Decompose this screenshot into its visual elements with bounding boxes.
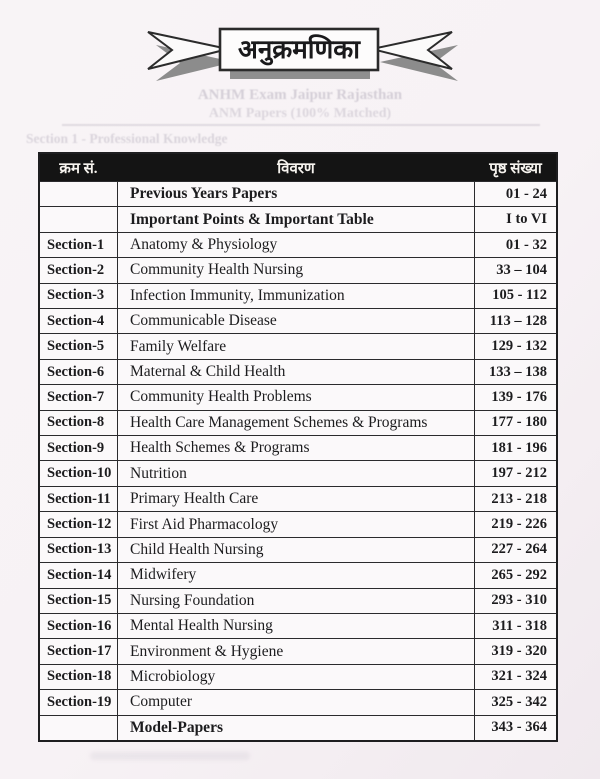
row-section-number: Section-16 bbox=[47, 617, 112, 634]
row-section-number bbox=[40, 716, 117, 740]
table-row bbox=[40, 638, 556, 663]
row-title: Midwifery bbox=[117, 563, 475, 587]
row-title: Computer bbox=[117, 690, 475, 714]
table-row bbox=[40, 257, 556, 282]
toc-table bbox=[38, 152, 558, 742]
ghost-rule bbox=[62, 124, 540, 126]
ghost-text-line1: ANHM Exam Jaipur Rajasthan bbox=[197, 87, 403, 103]
header-description: विवरण bbox=[277, 160, 315, 177]
row-title: Maternal & Child Health bbox=[117, 360, 475, 384]
row-title: Family Welfare bbox=[117, 334, 475, 358]
row-section-number bbox=[40, 182, 117, 206]
ghost-text-line2: ANM Papers (100% Matched) bbox=[208, 106, 392, 121]
row-title: Anatomy & Physiology bbox=[117, 233, 475, 257]
row-section-number: Section-5 bbox=[47, 338, 105, 355]
row-title: Model-Papers bbox=[117, 716, 475, 740]
ribbon-banner-graphic bbox=[128, 10, 472, 98]
row-pages: 213 - 218 bbox=[491, 490, 547, 507]
table-row bbox=[40, 206, 556, 231]
ghost-text-line3: Section 1 - Professional Knowledge bbox=[26, 131, 228, 146]
row-section-number: Section-9 bbox=[47, 439, 105, 456]
row-section-number: Section-13 bbox=[47, 541, 112, 558]
row-title: Nutrition bbox=[117, 461, 475, 485]
row-pages: 321 - 324 bbox=[491, 668, 547, 685]
row-title: Microbiology bbox=[117, 665, 475, 689]
row-pages: 219 - 226 bbox=[491, 516, 547, 533]
table-row bbox=[40, 181, 556, 206]
row-pages: 197 - 212 bbox=[491, 465, 547, 482]
table-row bbox=[40, 435, 556, 460]
row-section-number: Section-11 bbox=[47, 490, 111, 507]
table-row bbox=[40, 689, 556, 714]
table-row bbox=[40, 511, 556, 536]
row-title: Previous Years Papers bbox=[117, 182, 475, 206]
row-pages: 113 – 128 bbox=[489, 312, 547, 329]
table-row bbox=[40, 232, 556, 257]
row-title: Primary Health Care bbox=[117, 487, 475, 511]
row-title: Important Points & Important Table bbox=[117, 207, 475, 231]
row-title: Environment & Hygiene bbox=[117, 639, 475, 663]
row-section-number: Section-3 bbox=[47, 287, 105, 304]
row-pages: 311 - 318 bbox=[492, 617, 547, 634]
table-row bbox=[40, 486, 556, 511]
row-section-number: Section-8 bbox=[47, 414, 105, 431]
row-pages: 319 - 320 bbox=[491, 643, 547, 660]
header-serial-number: क्रम सं. bbox=[59, 160, 98, 177]
table-row bbox=[40, 562, 556, 587]
table-row bbox=[40, 283, 556, 308]
table-row bbox=[40, 588, 556, 613]
table-header-row bbox=[40, 154, 556, 181]
row-title: Infection Immunity, Immunization bbox=[117, 284, 475, 308]
row-pages: 227 - 264 bbox=[491, 541, 547, 558]
row-section-number: Section-10 bbox=[47, 465, 112, 482]
row-title: Health Care Management Schemes & Programs bbox=[117, 411, 475, 435]
table-row bbox=[40, 715, 556, 740]
row-pages: 133 – 138 bbox=[489, 363, 547, 380]
row-section-number: Section-18 bbox=[47, 668, 112, 685]
ribbon-banner bbox=[128, 10, 472, 98]
row-section-number: Section-14 bbox=[47, 566, 112, 583]
header-page-number: पृष्ठ संख्या bbox=[489, 160, 542, 177]
table-row bbox=[40, 613, 556, 638]
page-title: अनुक्रमणिका bbox=[237, 35, 361, 64]
row-section-number: Section-1 bbox=[47, 236, 105, 253]
row-pages: 181 - 196 bbox=[491, 439, 547, 456]
row-title: Nursing Foundation bbox=[117, 589, 475, 613]
table-row bbox=[40, 384, 556, 409]
row-title: Health Schemes & Programs bbox=[117, 436, 475, 460]
row-pages: 139 - 176 bbox=[491, 388, 547, 405]
table-row bbox=[40, 537, 556, 562]
table-row bbox=[40, 308, 556, 333]
row-section-number: Section-7 bbox=[47, 388, 105, 405]
row-section-number: Section-19 bbox=[47, 693, 112, 710]
row-pages: 343 - 364 bbox=[491, 719, 547, 736]
row-pages: 01 - 32 bbox=[505, 236, 547, 253]
row-pages: 33 – 104 bbox=[496, 261, 547, 278]
row-section-number: Section-4 bbox=[47, 312, 105, 329]
row-title: Communicable Disease bbox=[117, 309, 475, 333]
row-section-number: Section-2 bbox=[47, 261, 105, 278]
ghost-smudge bbox=[90, 752, 250, 760]
row-title: Child Health Nursing bbox=[117, 538, 475, 562]
row-pages: 265 - 292 bbox=[491, 566, 547, 583]
row-pages: I to VI bbox=[506, 211, 547, 228]
row-section-number bbox=[40, 207, 117, 231]
row-title: Community Health Problems bbox=[117, 385, 475, 409]
table-row bbox=[40, 333, 556, 358]
row-section-number: Section-12 bbox=[47, 516, 112, 533]
row-pages: 01 - 24 bbox=[505, 185, 547, 202]
table-row bbox=[40, 410, 556, 435]
row-pages: 325 - 342 bbox=[491, 693, 547, 710]
row-section-number: Section-17 bbox=[47, 643, 112, 660]
table-row bbox=[40, 359, 556, 384]
row-title: Mental Health Nursing bbox=[117, 614, 475, 638]
row-section-number: Section-15 bbox=[47, 592, 112, 609]
row-pages: 293 - 310 bbox=[491, 592, 547, 609]
row-title: Community Health Nursing bbox=[117, 258, 475, 282]
row-section-number: Section-6 bbox=[47, 363, 105, 380]
row-pages: 177 - 180 bbox=[491, 414, 547, 431]
row-pages: 129 - 132 bbox=[491, 338, 547, 355]
table-row bbox=[40, 460, 556, 485]
table-row bbox=[40, 664, 556, 689]
row-title: First Aid Pharmacology bbox=[117, 512, 475, 536]
row-pages: 105 - 112 bbox=[492, 287, 547, 304]
